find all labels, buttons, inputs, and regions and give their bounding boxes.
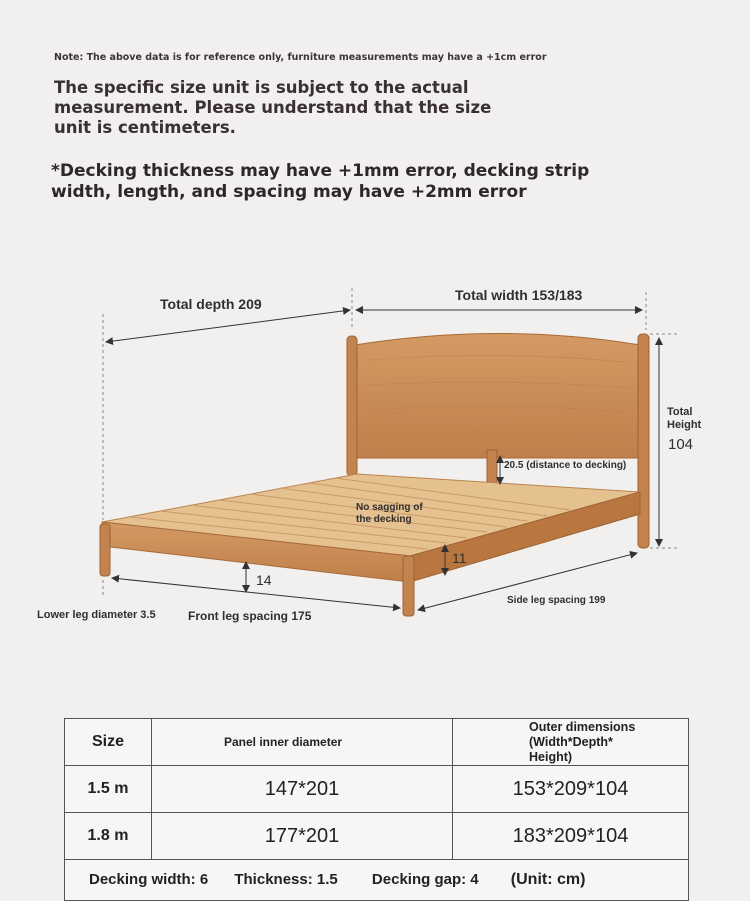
total-height-label: Total Height [667, 406, 702, 431]
cell-outer: 153*209*104 [453, 766, 689, 813]
leg-front-left [100, 524, 110, 576]
decking-error-note: *Decking thickness may have +1mm error, decking strip width, length, and spacing may have +2mm error [51, 161, 590, 202]
front-leg-spacing-label: Front leg spacing 175 [188, 609, 312, 623]
size-spec-table [64, 718, 689, 901]
cell-panel: 177*201 [152, 813, 453, 860]
side-leg-spacing-label: Side leg spacing 199 [507, 595, 606, 606]
leg-clearance-label: 14 [256, 572, 272, 588]
head-post-left [347, 336, 357, 476]
lower-leg-diameter-label: Lower leg diameter 3.5 [37, 609, 156, 621]
reference-note: Note: The above data is for reference only, furniture measurements may have a +1cm error [54, 52, 547, 63]
table-header-row [65, 719, 689, 766]
decking-thickness: Thickness: 1.5 [234, 871, 338, 888]
cell-size: 1.8 m [65, 813, 152, 860]
frame-height-label: 11 [452, 550, 467, 566]
decking-width: Decking width: 6 [89, 871, 209, 888]
unit-label: (Unit: cm) [510, 871, 586, 888]
decking-gap: Decking gap: 4 [371, 871, 479, 888]
table-row [65, 813, 689, 860]
header-outer: Outer dimensions (Width*Depth* Height) [453, 719, 689, 766]
table-footer-row [65, 860, 689, 901]
unit-note: The specific size unit is subject to the actual measurement. Please understand that the size unit is centimeters. [54, 78, 492, 137]
header-panel: Panel inner diameter [152, 719, 453, 766]
headboard [355, 334, 640, 459]
total-height-value: 104 [668, 436, 694, 453]
cell-size: 1.5 m [65, 766, 152, 813]
total-width-label: Total width 153/183 [455, 287, 583, 303]
header-size: Size [65, 719, 152, 766]
table-row [65, 766, 689, 813]
cell-panel: 147*201 [152, 766, 453, 813]
total-depth-label: Total depth 209 [160, 296, 262, 312]
bed-diagram [0, 280, 750, 620]
no-sagging-label: No sagging of the decking [356, 502, 423, 525]
decking-spec [65, 860, 689, 901]
head-post-right [638, 334, 649, 548]
decking-distance-label: 20.5 (distance to decking) [504, 460, 627, 471]
leg-front-right [403, 556, 414, 616]
cell-outer: 183*209*104 [453, 813, 689, 860]
